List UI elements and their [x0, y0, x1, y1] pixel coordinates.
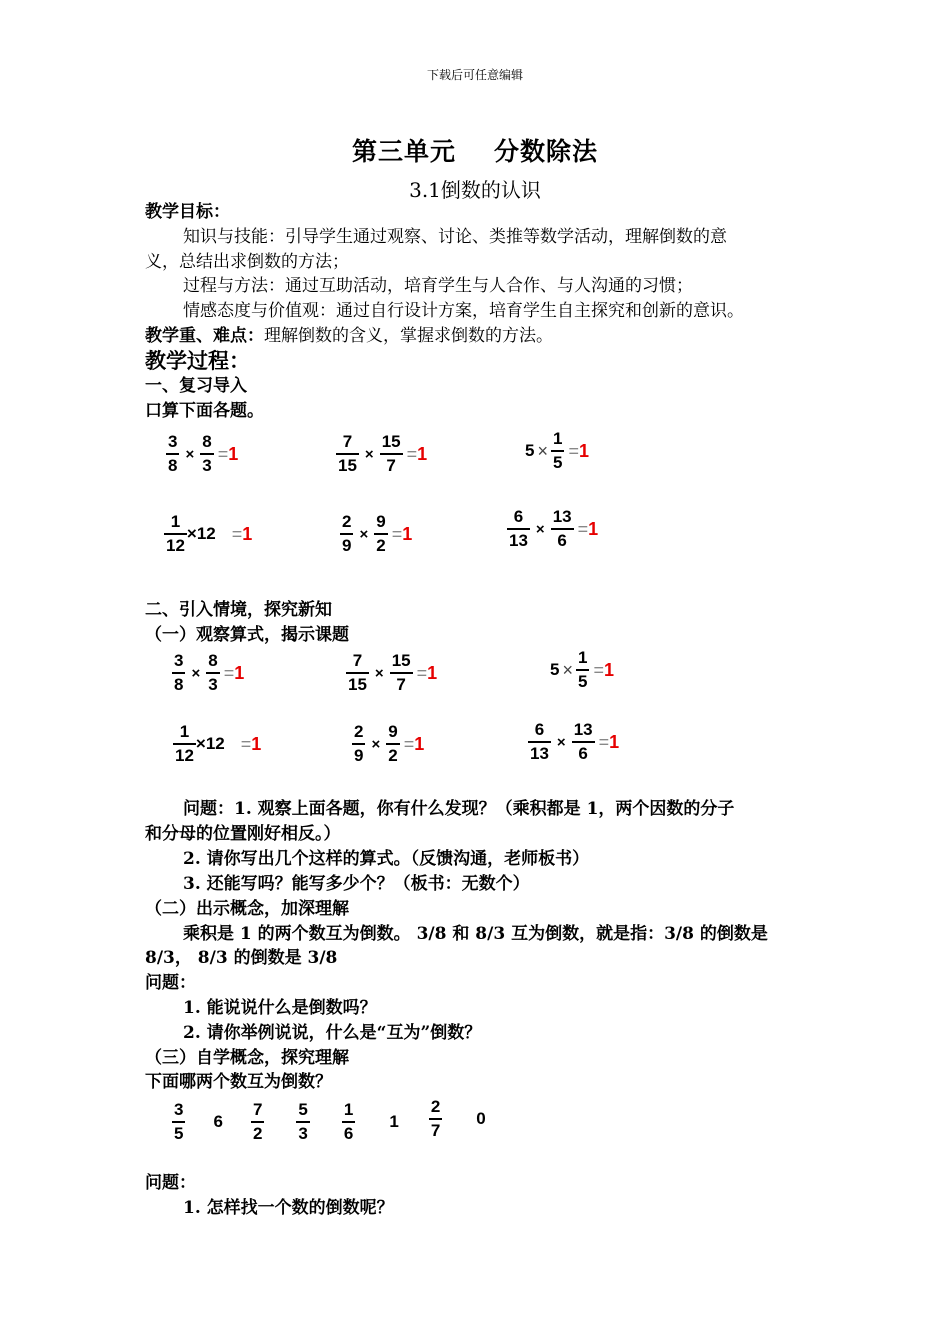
formula-6: $\frac{6}{13}$ × $\frac{13}{6}$ = 1: [509, 507, 599, 550]
fraction: $\frac{2}{9}$: [354, 722, 364, 765]
section-2-heading: 二、引入情境，探究新知: [145, 600, 332, 620]
question-2: 2. 请你写出几个这样的算式。（反馈沟通，老师板书）: [183, 849, 590, 869]
process-heading: 教学过程：: [145, 348, 250, 373]
unit-title-part1: 第三单元: [351, 137, 456, 166]
last-question: 1. 怎样找一个数的倒数呢？: [183, 1198, 394, 1218]
formula-10: $\frac{1}{12}$ ×12 = 1: [175, 722, 262, 765]
formula-5: $\frac{2}{9}$ × $\frac{9}{2}$ = 1: [342, 512, 413, 555]
formula-7: $\frac{3}{8}$ × $\frac{8}{3}$ = 1: [174, 651, 245, 694]
which-reciprocal: 下面哪两个数互为倒数？: [145, 1072, 332, 1092]
key-label: 教学重、难点：: [145, 326, 264, 346]
fraction: $\frac{2}{7}$: [430, 1097, 441, 1140]
questions-label-2: 问题：: [145, 1173, 196, 1193]
fraction: $\frac{7}{2}$: [252, 1100, 263, 1143]
goals-label: 教学目标：: [145, 202, 230, 222]
key-text: 理解倒数的含义，掌握求倒数的方法。: [264, 326, 553, 346]
key-points: [145, 324, 553, 349]
fraction: $\frac{1}{12}$: [175, 722, 194, 765]
concept-text: 乘积是 1 的两个数互为倒数。 3/8 和 8/3 互为倒数，就是指：3/8 的倒数是: [183, 924, 768, 944]
fraction: $\frac{9}{2}$: [388, 722, 398, 765]
formula-8: $\frac{7}{15}$ × $\frac{15}{7}$ = 1: [348, 651, 438, 694]
formula-4: $\frac{1}{12}$ ×12 = 1: [166, 512, 253, 555]
question-3: 3. 还能写吗？能写多少个？（板书：无数个）: [183, 874, 530, 894]
fraction: $\frac{13}{6}$: [552, 507, 572, 550]
fraction: $\frac{1}{5}$: [552, 429, 563, 472]
question-1: 问题：1. 观察上面各题，你有什么发现？（乘积都是 1，两个因数的分子: [183, 799, 735, 819]
number: 0: [476, 1109, 486, 1128]
questions-label: 问题：: [145, 973, 196, 993]
unit-title: [0, 132, 950, 168]
formula-1: $\frac{3}{8}$ × $\frac{8}{3}$ = 1: [168, 432, 239, 475]
formula-3: 5 × $\frac{1}{5}$ = 1: [525, 429, 589, 472]
fraction: $\frac{1}{5}$: [577, 648, 588, 691]
concept-text-cont: 8/3， 8/3 的倒数是 3/8: [145, 948, 338, 968]
fraction: $\frac{15}{7}$: [391, 651, 411, 694]
fraction: $\frac{13}{6}$: [573, 720, 593, 763]
concept-question-1: 1. 能说说什么是倒数吗？: [183, 998, 377, 1018]
goal-knowledge: 知识与技能：引导学生通过观察、讨论、类推等数学活动，理解倒数的意: [183, 227, 727, 247]
section-2-1-heading: （一）观察算式，揭示课题: [145, 625, 349, 645]
section-1-sub: 口算下面各题。: [145, 401, 264, 421]
section-1-heading: 一、复习导入: [145, 376, 247, 396]
fraction: $\frac{2}{9}$: [342, 512, 352, 555]
fraction: $\frac{7}{15}$: [348, 651, 367, 694]
fraction: $\frac{1}{6}$: [343, 1100, 354, 1143]
fraction: $\frac{8}{3}$: [208, 651, 218, 694]
number: 6: [213, 1112, 223, 1131]
question-1-cont: 和分母的位置刚好相反。）: [145, 824, 341, 844]
lesson-subtitle: 3.1倒数的认识: [409, 178, 541, 202]
section-2-2-heading: （二）出示概念，加深理解: [145, 899, 349, 919]
section-2-3-heading: （三）自学概念，探究理解: [145, 1048, 349, 1068]
fraction: $\frac{7}{15}$: [338, 432, 357, 475]
fraction: $\frac{5}{3}$: [298, 1100, 308, 1143]
fraction: $\frac{1}{12}$: [166, 512, 185, 555]
concept-question-2: 2. 请你举例说说，什么是“互为”倒数？: [183, 1023, 482, 1043]
formula-2: $\frac{7}{15}$ × $\frac{15}{7}$ = 1: [338, 432, 428, 475]
formula-9: 5 × $\frac{1}{5}$ = 1: [550, 648, 614, 691]
goal-process: 过程与方法：通过互助活动，培育学生与人合作、与人沟通的习惯；: [183, 276, 693, 296]
fraction: $\frac{15}{7}$: [381, 432, 401, 475]
fraction: $\frac{6}{13}$: [509, 507, 528, 550]
fraction: $\frac{3}{8}$: [168, 432, 178, 475]
formula-12: $\frac{6}{13}$ × $\frac{13}{6}$ = 1: [530, 720, 620, 763]
goal-knowledge-cont: 义，总结出求倒数的方法；: [145, 252, 349, 272]
fraction: $\frac{3}{8}$: [174, 651, 184, 694]
fraction: $\frac{3}{5}$: [174, 1100, 184, 1143]
page-header: 下载后可任意编辑: [426, 68, 523, 82]
numbers-row: [172, 1097, 486, 1144]
unit-title-part2: 分数除法: [494, 137, 599, 166]
fraction: $\frac{9}{2}$: [376, 512, 386, 555]
goal-attitude: 情感态度与价值观：通过自行设计方案，培育学生自主探究和创新的意识。: [183, 301, 744, 321]
fraction: $\frac{6}{13}$: [530, 720, 549, 763]
number: 1: [389, 1112, 399, 1131]
fraction: $\frac{8}{3}$: [202, 432, 212, 475]
formula-11: $\frac{2}{9}$ × $\frac{9}{2}$ = 1: [354, 722, 425, 765]
